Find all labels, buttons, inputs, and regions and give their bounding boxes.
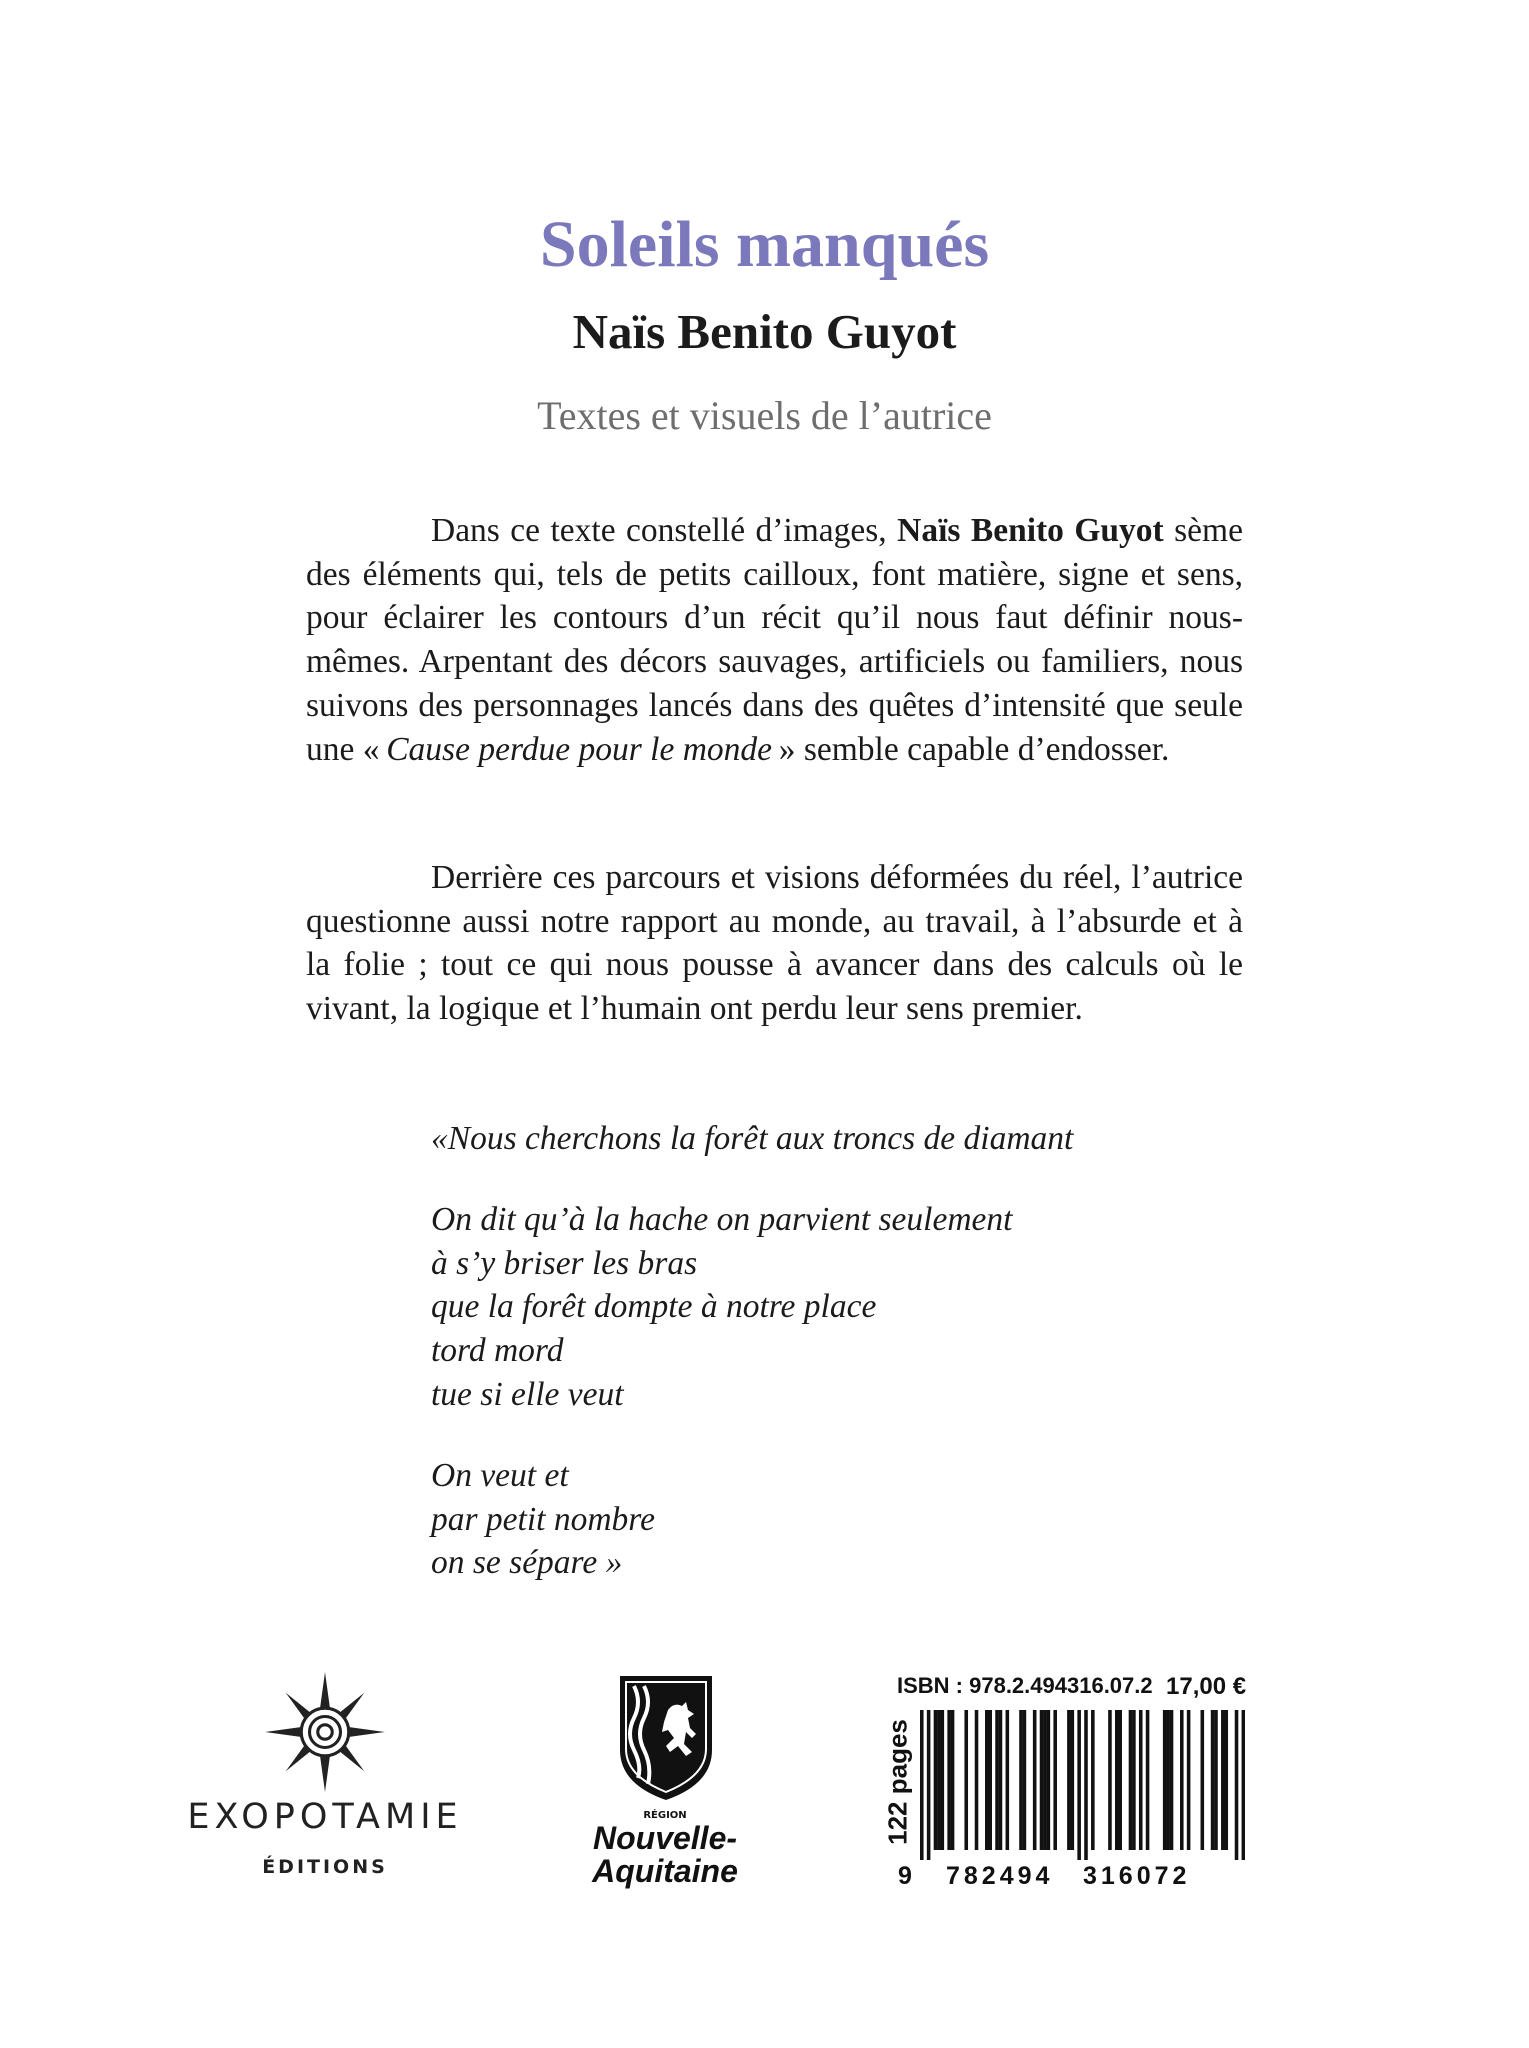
barcode-bar	[951, 1710, 955, 1850]
barcode-bar	[1129, 1710, 1133, 1850]
poem-stanza-3	[431, 1454, 655, 1585]
region-logo	[580, 1672, 780, 1902]
barcode-bar	[1047, 1710, 1051, 1850]
barcode-bar	[1187, 1710, 1191, 1850]
blurb-paragraph-2	[306, 856, 1243, 1031]
barcode-bar	[1006, 1710, 1010, 1850]
barcode-bar	[1214, 1710, 1218, 1850]
poem-stanza-1	[431, 1117, 1073, 1161]
page-count: 122 pages	[882, 1719, 913, 1845]
barcode-bar	[920, 1710, 924, 1860]
barcode-bar	[1118, 1710, 1122, 1850]
blurb-p2-body: Derrière ces parcours et visions déformées du réel, l’autrice questionne aussi notre rapport au monde, au travail, à l’absurde et à la folie ; tout ce qui nous pousse à avancer dans des calculs où le vivant, la logique et l’humain ont perdu leur sens premier.	[306, 859, 1243, 1028]
blurb-author-name: Naïs Benito Guyot	[897, 512, 1164, 549]
barcode-bar	[1163, 1710, 1167, 1850]
poem-stanza-2	[431, 1198, 1012, 1417]
barcode-left-digits: 782494	[946, 1862, 1054, 1890]
barcode-bar	[1166, 1710, 1170, 1850]
page-count-wrap	[878, 1712, 918, 1852]
barcode-bar	[975, 1710, 979, 1850]
blurb-p1-intro: Dans ce texte constellé d’images,	[431, 512, 898, 549]
barcode-bar	[1221, 1710, 1225, 1850]
barcode-bar	[1146, 1710, 1150, 1850]
barcode-bar	[1040, 1710, 1044, 1850]
barcode-bar	[1201, 1710, 1205, 1850]
barcode-bar	[988, 1710, 992, 1850]
compass-rose-icon	[263, 1670, 387, 1794]
isbn-text: ISBN : 978.2.494316.07.2	[897, 1673, 1153, 1698]
book-subtitle: Textes et visuels de l’autrice	[537, 393, 992, 438]
barcode-bar	[1077, 1710, 1081, 1860]
region-shield-icon	[616, 1672, 716, 1802]
barcode-bar	[1108, 1710, 1112, 1850]
barcode-first-digit: 9	[898, 1862, 916, 1890]
barcode-bar	[999, 1710, 1003, 1850]
publisher-imprint: ÉDITIONS	[262, 1856, 388, 1878]
barcode-bar	[1170, 1710, 1174, 1850]
barcode-bar	[1211, 1710, 1215, 1850]
region-label: RÉGION	[643, 1810, 687, 1821]
publisher-logo	[165, 1660, 485, 1900]
barcode-bar	[1019, 1710, 1023, 1850]
barcode-bar	[1023, 1710, 1027, 1850]
publisher-name: EXOPOTAMIE	[187, 1797, 463, 1837]
barcode-bar	[1091, 1710, 1095, 1850]
poem-line: on se sépare »	[431, 1544, 623, 1582]
barcode-bar	[941, 1710, 945, 1850]
poem-line: On dit qu’à la hache on parvient seulement	[431, 1201, 1013, 1238]
barcode	[920, 1710, 1245, 1860]
barcode-bar	[934, 1710, 938, 1850]
book-title: Soleils manqués	[539, 208, 990, 281]
poem-line: tue si elle veut	[431, 1375, 624, 1413]
barcode-bar	[1115, 1710, 1119, 1850]
barcode-bar	[1084, 1710, 1088, 1860]
barcode-bar	[1180, 1710, 1184, 1850]
poem-line: par petit nombre	[431, 1500, 655, 1538]
barcode-bar	[995, 1710, 999, 1850]
barcode-bar	[1224, 1710, 1228, 1850]
poem-line: tord mord	[431, 1332, 564, 1370]
blurb-p1-end: » semble capable d’endosser.	[772, 730, 1170, 768]
barcode-bar	[1053, 1710, 1057, 1850]
poem-line: à s’y briser les bras	[431, 1244, 698, 1282]
region-name-line-2: Aquitaine	[592, 1853, 738, 1889]
blurb-paragraph-1	[306, 509, 1243, 771]
barcode-bar	[937, 1710, 941, 1850]
barcode-bar	[1132, 1710, 1136, 1850]
price-text: 17,00 €	[1166, 1673, 1247, 1700]
barcode-right-digits: 316072	[1083, 1862, 1191, 1890]
barcode-bar	[947, 1710, 951, 1850]
book-author: Naïs Benito Guyot	[572, 304, 957, 359]
barcode-bar	[1139, 1710, 1143, 1850]
poem-line: que la forêt dompte à notre place	[431, 1288, 877, 1326]
blurb-p1-body: sème des éléments qui, tels de petits cailloux, font matière, signe et sens, pour éclairer les contours d’un récit qu’il nous faut définir nous-mêmes. Arpentant des décors sauvages, artificiels ou familiers, nous suivons des personnages lancés dans des quêtes d’intensité que seule une «	[306, 512, 1243, 768]
barcode-bar	[1071, 1710, 1075, 1850]
barcode-bar	[1043, 1710, 1047, 1850]
barcode-bar	[1067, 1710, 1071, 1850]
region-name-line-1: Nouvelle-	[592, 1820, 738, 1856]
blurb-quote: Cause perdue pour le monde	[386, 730, 773, 768]
barcode-bar	[1242, 1710, 1245, 1860]
region-name	[580, 1822, 750, 1888]
poem-line: On veut et	[431, 1457, 569, 1494]
barcode-bar	[1235, 1710, 1239, 1860]
poem-line: «Nous cherchons la forêt aux troncs de diamant	[431, 1120, 1074, 1157]
barcode-bar	[1033, 1710, 1037, 1850]
barcode-bar	[964, 1710, 968, 1850]
barcode-bar	[985, 1710, 989, 1850]
barcode-bar	[927, 1710, 931, 1860]
